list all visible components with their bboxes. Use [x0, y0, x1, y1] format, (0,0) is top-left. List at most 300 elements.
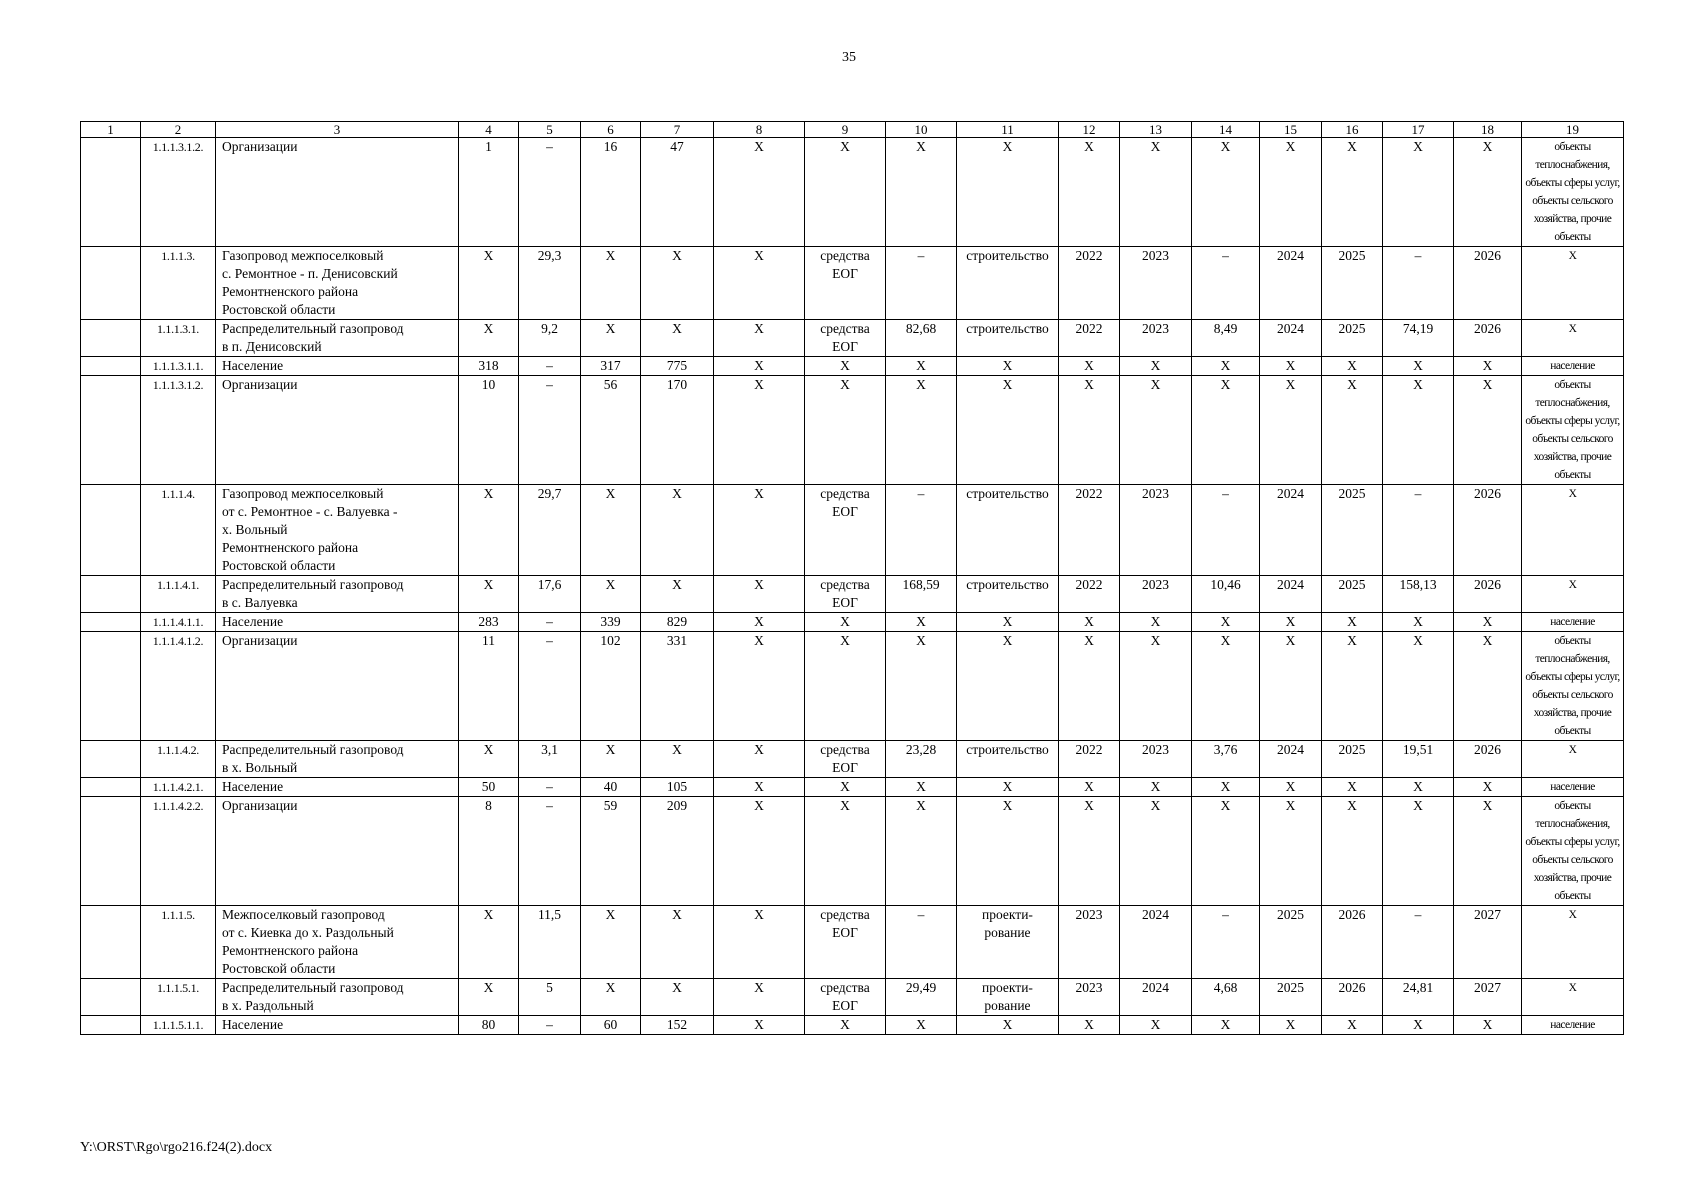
table-cell: объекты теплоснабжения, объекты сферы услуг, объекты сельского хозяйства, прочие объекты: [1522, 632, 1624, 741]
table-cell: 19,51: [1383, 741, 1454, 778]
table-cell: 56: [581, 376, 641, 485]
table-cell: 74,19: [1383, 320, 1454, 357]
table-cell: Население: [216, 778, 459, 797]
table-cell: Население: [216, 357, 459, 376]
table-cell: X: [1322, 797, 1383, 906]
table-cell: Организации: [216, 632, 459, 741]
table-cell: X: [1522, 979, 1624, 1016]
table-cell: 2023: [1120, 741, 1192, 778]
table-cell: X: [714, 632, 805, 741]
column-number-cell: 17: [1383, 122, 1454, 138]
table-cell: [81, 357, 141, 376]
table-cell: X: [957, 613, 1059, 632]
table-cell: Распределительный газопровод в х. Вольный: [216, 741, 459, 778]
table-cell: X: [1059, 138, 1120, 247]
table-cell: X: [1383, 797, 1454, 906]
table-cell: 2026: [1322, 979, 1383, 1016]
table-cell: X: [805, 138, 886, 247]
table-cell: X: [714, 376, 805, 485]
table-cell: X: [805, 632, 886, 741]
table-cell: [81, 320, 141, 357]
table-row: [81, 247, 1624, 320]
table-cell: средства ЕОГ: [805, 979, 886, 1016]
table-cell: X: [581, 979, 641, 1016]
table-row: [81, 797, 1624, 906]
table-cell: средства ЕОГ: [805, 247, 886, 320]
table-cell: 331: [641, 632, 714, 741]
table-cell: средства ЕОГ: [805, 906, 886, 979]
table-cell: X: [459, 906, 519, 979]
table-cell: X: [1059, 778, 1120, 797]
table-cell: X: [957, 632, 1059, 741]
table-cell: X: [714, 1016, 805, 1035]
table-cell: X: [641, 247, 714, 320]
table-cell: объекты теплоснабжения, объекты сферы услуг, объекты сельского хозяйства, прочие объекты: [1522, 138, 1624, 247]
table-cell: X: [1383, 613, 1454, 632]
table-cell: строительство: [957, 485, 1059, 576]
table-cell: [81, 778, 141, 797]
table-cell: X: [581, 906, 641, 979]
table-cell: 2025: [1260, 906, 1322, 979]
table-cell: X: [1322, 1016, 1383, 1035]
table-cell: X: [459, 485, 519, 576]
table-cell: 82,68: [886, 320, 957, 357]
table-cell: [81, 247, 141, 320]
table-row: [81, 485, 1624, 576]
table-cell: X: [1059, 1016, 1120, 1035]
table-cell: 283: [459, 613, 519, 632]
table-cell: X: [714, 138, 805, 247]
table-cell: 10: [459, 376, 519, 485]
table-cell: 1.1.1.4.2.1.: [141, 778, 216, 797]
table-cell: X: [581, 320, 641, 357]
table-cell: X: [1322, 632, 1383, 741]
table-cell: 17,6: [519, 576, 581, 613]
table-cell: 2024: [1260, 320, 1322, 357]
table-row: [81, 741, 1624, 778]
table-cell: –: [519, 1016, 581, 1035]
table-cell: X: [459, 741, 519, 778]
table-cell: X: [886, 778, 957, 797]
table-cell: 152: [641, 1016, 714, 1035]
table-cell: X: [581, 247, 641, 320]
table-cell: 11,5: [519, 906, 581, 979]
table-cell: 3,1: [519, 741, 581, 778]
table-cell: X: [714, 797, 805, 906]
table-cell: X: [714, 906, 805, 979]
table-cell: 5: [519, 979, 581, 1016]
table-cell: 8: [459, 797, 519, 906]
table-cell: –: [519, 632, 581, 741]
table-cell: X: [1383, 1016, 1454, 1035]
table-cell: –: [886, 247, 957, 320]
table-cell: X: [714, 576, 805, 613]
footer-file-path: Y:\ORST\Rgo\rgo216.f24(2).docx: [80, 1140, 273, 1155]
column-number-cell: 5: [519, 122, 581, 138]
table-cell: –: [519, 138, 581, 247]
table-cell: X: [957, 376, 1059, 485]
table-cell: 2025: [1322, 485, 1383, 576]
column-number-cell: 16: [1322, 122, 1383, 138]
table-cell: [81, 632, 141, 741]
table-cell: X: [886, 632, 957, 741]
table-cell: 1.1.1.4.: [141, 485, 216, 576]
table-cell: –: [1192, 247, 1260, 320]
table-row: [81, 632, 1624, 741]
table-cell: Население: [216, 1016, 459, 1035]
table-cell: X: [1383, 138, 1454, 247]
table-cell: X: [1260, 1016, 1322, 1035]
table-cell: –: [1192, 906, 1260, 979]
table-cell: 29,49: [886, 979, 957, 1016]
table-cell: X: [459, 979, 519, 1016]
table-cell: [81, 906, 141, 979]
table-cell: 1.1.1.5.1.1.: [141, 1016, 216, 1035]
table-cell: X: [714, 613, 805, 632]
table-cell: [81, 797, 141, 906]
table-cell: X: [1522, 320, 1624, 357]
table-cell: средства ЕОГ: [805, 320, 886, 357]
table-cell: X: [886, 797, 957, 906]
table-cell: 2026: [1454, 576, 1522, 613]
table-cell: –: [1383, 485, 1454, 576]
table-cell: X: [714, 741, 805, 778]
table-cell: X: [714, 320, 805, 357]
table-cell: строительство: [957, 247, 1059, 320]
table-cell: объекты теплоснабжения, объекты сферы услуг, объекты сельского хозяйства, прочие объекты: [1522, 797, 1624, 906]
table-cell: 158,13: [1383, 576, 1454, 613]
table-cell: X: [1522, 247, 1624, 320]
table-row: [81, 979, 1624, 1016]
column-number-cell: 3: [216, 122, 459, 138]
table-row: [81, 778, 1624, 797]
table-cell: X: [886, 1016, 957, 1035]
table-cell: 2024: [1120, 979, 1192, 1016]
table-cell: 1.1.1.3.1.1.: [141, 357, 216, 376]
table-cell: 2022: [1059, 741, 1120, 778]
table-cell: 3,76: [1192, 741, 1260, 778]
table-cell: 1.1.1.3.1.2.: [141, 376, 216, 485]
table-cell: 2025: [1260, 979, 1322, 1016]
table-cell: X: [1454, 797, 1522, 906]
table-cell: X: [805, 357, 886, 376]
table-cell: Газопровод межпоселковый от с. Ремонтное - с. Валуевка - х. Вольный Ремонтненского района Ростовской области: [216, 485, 459, 576]
column-number-cell: 9: [805, 122, 886, 138]
table-cell: X: [581, 741, 641, 778]
table-cell: X: [714, 357, 805, 376]
table-cell: X: [1192, 376, 1260, 485]
table-cell: X: [1322, 778, 1383, 797]
table-cell: 317: [581, 357, 641, 376]
table-cell: X: [1522, 906, 1624, 979]
table-cell: строительство: [957, 576, 1059, 613]
table-cell: X: [1192, 632, 1260, 741]
table-cell: 2023: [1120, 576, 1192, 613]
table-cell: X: [1454, 357, 1522, 376]
table-cell: X: [1192, 1016, 1260, 1035]
table-cell: 105: [641, 778, 714, 797]
table-cell: 50: [459, 778, 519, 797]
table-cell: 2023: [1120, 247, 1192, 320]
table-cell: X: [1454, 778, 1522, 797]
table-cell: 2026: [1454, 485, 1522, 576]
table-cell: X: [641, 576, 714, 613]
table-cell: X: [1260, 632, 1322, 741]
table-cell: X: [1120, 357, 1192, 376]
table-cell: 29,3: [519, 247, 581, 320]
table-cell: [81, 576, 141, 613]
table-cell: X: [714, 979, 805, 1016]
table-cell: X: [1059, 613, 1120, 632]
table-cell: 2026: [1322, 906, 1383, 979]
table-cell: X: [957, 357, 1059, 376]
table-cell: 1.1.1.3.1.: [141, 320, 216, 357]
table-cell: X: [641, 979, 714, 1016]
table-cell: X: [459, 576, 519, 613]
table-cell: X: [1120, 632, 1192, 741]
table-cell: 2024: [1260, 247, 1322, 320]
table-cell: средства ЕОГ: [805, 485, 886, 576]
table-cell: X: [1120, 778, 1192, 797]
table-cell: X: [1192, 778, 1260, 797]
table-cell: Население: [216, 613, 459, 632]
table-cell: Межпоселковый газопровод от с. Киевка до х. Раздольный Ремонтненского района Ростовской области: [216, 906, 459, 979]
table-cell: X: [1059, 357, 1120, 376]
table-cell: 60: [581, 1016, 641, 1035]
table-cell: X: [714, 247, 805, 320]
table-cell: 4,68: [1192, 979, 1260, 1016]
table-cell: X: [1260, 376, 1322, 485]
table-cell: 1.1.1.5.1.: [141, 979, 216, 1016]
table-cell: X: [1120, 613, 1192, 632]
table-cell: 1.1.1.5.: [141, 906, 216, 979]
table-cell: X: [459, 247, 519, 320]
table-cell: –: [886, 485, 957, 576]
table-cell: 2022: [1059, 247, 1120, 320]
table-cell: –: [1383, 906, 1454, 979]
table-cell: 2025: [1322, 576, 1383, 613]
table-cell: население: [1522, 1016, 1624, 1035]
table-cell: X: [1454, 138, 1522, 247]
table-cell: 2024: [1260, 576, 1322, 613]
table-cell: –: [519, 778, 581, 797]
table-cell: X: [1522, 485, 1624, 576]
table-cell: X: [957, 1016, 1059, 1035]
column-number-cell: 4: [459, 122, 519, 138]
table-cell: 2022: [1059, 485, 1120, 576]
table-cell: строительство: [957, 320, 1059, 357]
table-cell: X: [886, 138, 957, 247]
column-number-cell: 2: [141, 122, 216, 138]
table-cell: 1.1.1.3.1.2.: [141, 138, 216, 247]
table-cell: X: [886, 613, 957, 632]
table-cell: средства ЕОГ: [805, 576, 886, 613]
table-cell: Организации: [216, 797, 459, 906]
table-cell: 2022: [1059, 576, 1120, 613]
table-cell: 1.1.1.4.2.: [141, 741, 216, 778]
table-cell: X: [1260, 778, 1322, 797]
table-cell: X: [1383, 632, 1454, 741]
table-cell: 2024: [1260, 741, 1322, 778]
table-cell: Распределительный газопровод в п. Денисовский: [216, 320, 459, 357]
table-cell: 2025: [1322, 320, 1383, 357]
table-cell: X: [581, 485, 641, 576]
table-cell: X: [1454, 1016, 1522, 1035]
table-cell: X: [805, 376, 886, 485]
table-cell: 170: [641, 376, 714, 485]
table-cell: –: [1383, 247, 1454, 320]
table-cell: 2023: [1059, 906, 1120, 979]
table-cell: X: [1192, 357, 1260, 376]
column-number-cell: 13: [1120, 122, 1192, 138]
table-cell: 23,28: [886, 741, 957, 778]
page-number: 35: [842, 50, 856, 65]
table-cell: 209: [641, 797, 714, 906]
table-cell: 47: [641, 138, 714, 247]
table-cell: население: [1522, 778, 1624, 797]
table-cell: [81, 485, 141, 576]
table-cell: X: [1454, 632, 1522, 741]
table-cell: 2026: [1454, 741, 1522, 778]
column-number-cell: 6: [581, 122, 641, 138]
table-cell: [81, 138, 141, 247]
column-number-cell: 7: [641, 122, 714, 138]
table-cell: средства ЕОГ: [805, 741, 886, 778]
table-cell: X: [1522, 741, 1624, 778]
table-cell: 11: [459, 632, 519, 741]
table-cell: X: [641, 320, 714, 357]
table-cell: 168,59: [886, 576, 957, 613]
table-cell: 80: [459, 1016, 519, 1035]
table-cell: объекты теплоснабжения, объекты сферы услуг, объекты сельского хозяйства, прочие объекты: [1522, 376, 1624, 485]
column-number-cell: 14: [1192, 122, 1260, 138]
table-cell: 24,81: [1383, 979, 1454, 1016]
table-cell: –: [886, 906, 957, 979]
table-cell: X: [459, 320, 519, 357]
table-cell: X: [714, 485, 805, 576]
table-cell: 2026: [1454, 320, 1522, 357]
table-cell: Организации: [216, 138, 459, 247]
table-cell: X: [1322, 138, 1383, 247]
table-cell: X: [1383, 357, 1454, 376]
table-cell: X: [1120, 138, 1192, 247]
table-cell: X: [957, 797, 1059, 906]
table-cell: 775: [641, 357, 714, 376]
table-cell: 2027: [1454, 906, 1522, 979]
table-cell: 102: [581, 632, 641, 741]
table-cell: X: [886, 376, 957, 485]
table-row: [81, 613, 1624, 632]
table-cell: 2025: [1322, 741, 1383, 778]
table-cell: X: [1192, 138, 1260, 247]
table-row: [81, 906, 1624, 979]
table-cell: X: [1522, 576, 1624, 613]
table-cell: население: [1522, 613, 1624, 632]
table-cell: 40: [581, 778, 641, 797]
table-row: [81, 138, 1624, 247]
table-cell: строительство: [957, 741, 1059, 778]
table-cell: X: [1260, 138, 1322, 247]
table-cell: X: [1322, 613, 1383, 632]
column-number-cell: 19: [1522, 122, 1624, 138]
table-cell: –: [519, 613, 581, 632]
table-cell: X: [1120, 1016, 1192, 1035]
table-cell: –: [1192, 485, 1260, 576]
table-row: [81, 376, 1624, 485]
table-cell: 2027: [1454, 979, 1522, 1016]
table-cell: X: [1260, 797, 1322, 906]
table-cell: 1: [459, 138, 519, 247]
table-cell: [81, 741, 141, 778]
table-cell: X: [1120, 797, 1192, 906]
table-cell: 829: [641, 613, 714, 632]
table-cell: X: [1120, 376, 1192, 485]
table-row: [81, 320, 1624, 357]
table-cell: X: [805, 778, 886, 797]
table-cell: проекти- рование: [957, 906, 1059, 979]
table-cell: 16: [581, 138, 641, 247]
table-row: [81, 357, 1624, 376]
column-number-row: [81, 122, 1624, 138]
table-cell: X: [1383, 778, 1454, 797]
table-cell: 1.1.1.4.1.1.: [141, 613, 216, 632]
table-cell: 2026: [1454, 247, 1522, 320]
table-cell: 59: [581, 797, 641, 906]
table-cell: X: [1383, 376, 1454, 485]
table-cell: 1.1.1.3.: [141, 247, 216, 320]
table-cell: проекти- рование: [957, 979, 1059, 1016]
table-cell: 339: [581, 613, 641, 632]
column-number-cell: 10: [886, 122, 957, 138]
table-cell: X: [1260, 357, 1322, 376]
table-row: [81, 576, 1624, 613]
table-cell: X: [1260, 613, 1322, 632]
table-cell: 2024: [1260, 485, 1322, 576]
table-cell: [81, 613, 141, 632]
table-cell: [81, 979, 141, 1016]
table-cell: X: [1192, 797, 1260, 906]
column-number-cell: 12: [1059, 122, 1120, 138]
table-cell: X: [1322, 376, 1383, 485]
table-cell: X: [714, 778, 805, 797]
table-cell: X: [1059, 632, 1120, 741]
table-cell: население: [1522, 357, 1624, 376]
table-cell: 1.1.1.4.1.: [141, 576, 216, 613]
table-cell: 2023: [1120, 320, 1192, 357]
table-row: [81, 1016, 1624, 1035]
table-cell: X: [1059, 376, 1120, 485]
table-cell: Распределительный газопровод в с. Валуевка: [216, 576, 459, 613]
table-cell: X: [886, 357, 957, 376]
table-cell: X: [1454, 613, 1522, 632]
table-cell: 2023: [1059, 979, 1120, 1016]
table-cell: X: [641, 741, 714, 778]
table-cell: X: [805, 797, 886, 906]
table-cell: –: [519, 376, 581, 485]
table-cell: 1.1.1.4.1.2.: [141, 632, 216, 741]
table-cell: X: [641, 906, 714, 979]
table-cell: 2024: [1120, 906, 1192, 979]
gas-pipeline-table: [80, 121, 1624, 1035]
table-cell: X: [641, 485, 714, 576]
table-cell: X: [957, 138, 1059, 247]
table-cell: [81, 376, 141, 485]
table-cell: 9,2: [519, 320, 581, 357]
table-cell: 1.1.1.4.2.2.: [141, 797, 216, 906]
table-cell: X: [805, 1016, 886, 1035]
table-cell: X: [1059, 797, 1120, 906]
table-cell: –: [519, 357, 581, 376]
